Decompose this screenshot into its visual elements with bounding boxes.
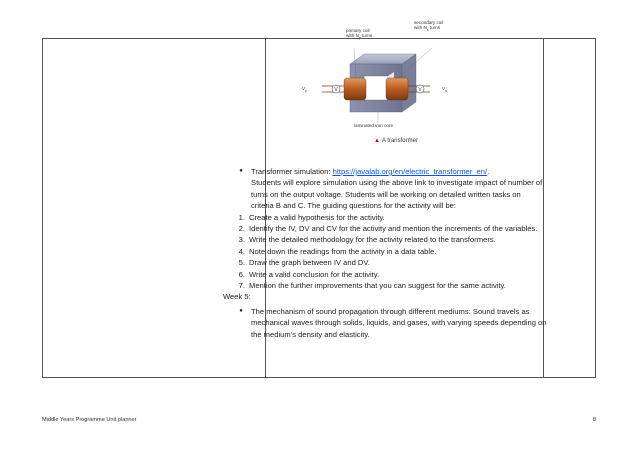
guiding-question-6: 6. Write a valid conclusion for the activity.: [238, 269, 380, 279]
simulation-desc-line-2: turns on the output voltage. Students will be working on detailed written tasks on: [251, 189, 521, 199]
secondary-coil: [386, 78, 408, 100]
guiding-question-1: 1. Create a valid hypothesis for the activity.: [238, 212, 385, 222]
iron-core-window: [364, 76, 388, 100]
guiding-question-3: 3. Write the detailed methodology for the activity related to the transformers.: [238, 235, 496, 245]
activity-content: [223, 166, 578, 340]
guiding-question-5: 5. Draw the graph between IV and DV.: [238, 258, 370, 268]
svg-text:V: V: [334, 87, 338, 93]
sound-bullet: [226, 306, 578, 340]
primary-voltage-label: $V_p$: [302, 86, 308, 93]
transformer-figure: [302, 20, 450, 128]
footer-title: Middle Years Programme Unit planner: [42, 417, 137, 423]
caption-triangle-icon: ▲: [374, 138, 380, 144]
sound-line-1: The mechanism of sound propagation through different mediums: Sound travels as: [251, 306, 530, 316]
sound-line-2: mechanical waves through solids, liquids, and gases, with varying speeds depending on: [251, 318, 547, 328]
secondary-voltage-label: $V_s$: [442, 86, 447, 93]
bullet-icon: ●: [239, 307, 243, 314]
guiding-question-7: 7. Mention the further improvements that you can suggest for the same activity.: [238, 281, 506, 291]
primary-coil: [344, 78, 366, 100]
simulation-desc-line-1: Students will explore simulation using the above link to investigate impact of number of: [251, 178, 543, 188]
simulation-link[interactable]: https://javalab.org/en/electric_transformer_en/: [332, 167, 488, 176]
secondary-coil-label: secondary coil with $N_s$ turns: [414, 20, 444, 33]
simulation-bullet: ● Transformer simulation: https://javalab.org/en/electric_transformer_en/. Students will explore simulation using the above link to investigate impact of number of turns on the output voltage. Students will be working on detailed written tasks on criteria B and C. The guiding questions for the activity will be:: [226, 166, 578, 212]
figure-caption: ▲ A transformer: [374, 138, 418, 144]
guiding-question-2: 2. Identify the IV, DV and CV for the activity and mention the increments of the variables.: [238, 224, 538, 234]
guiding-question-4: 4. Note down the readings from the activity in a data table.: [238, 246, 437, 256]
simulation-desc-line-3: criteria B and C. The guiding questions for the activity will be:: [251, 201, 456, 211]
page-number: 8: [592, 417, 596, 423]
iron-core-label: laminated iron core: [354, 123, 394, 128]
svg-text:V: V: [418, 87, 422, 93]
bullet-icon: ●: [239, 168, 243, 174]
transformer-diagram: [302, 20, 450, 128]
sound-line-3: the medium’s density and elasticity.: [251, 329, 370, 339]
primary-coil-label: primary coil with $N_p$ turns: [346, 28, 373, 41]
week-heading: Week 5:: [223, 292, 251, 302]
